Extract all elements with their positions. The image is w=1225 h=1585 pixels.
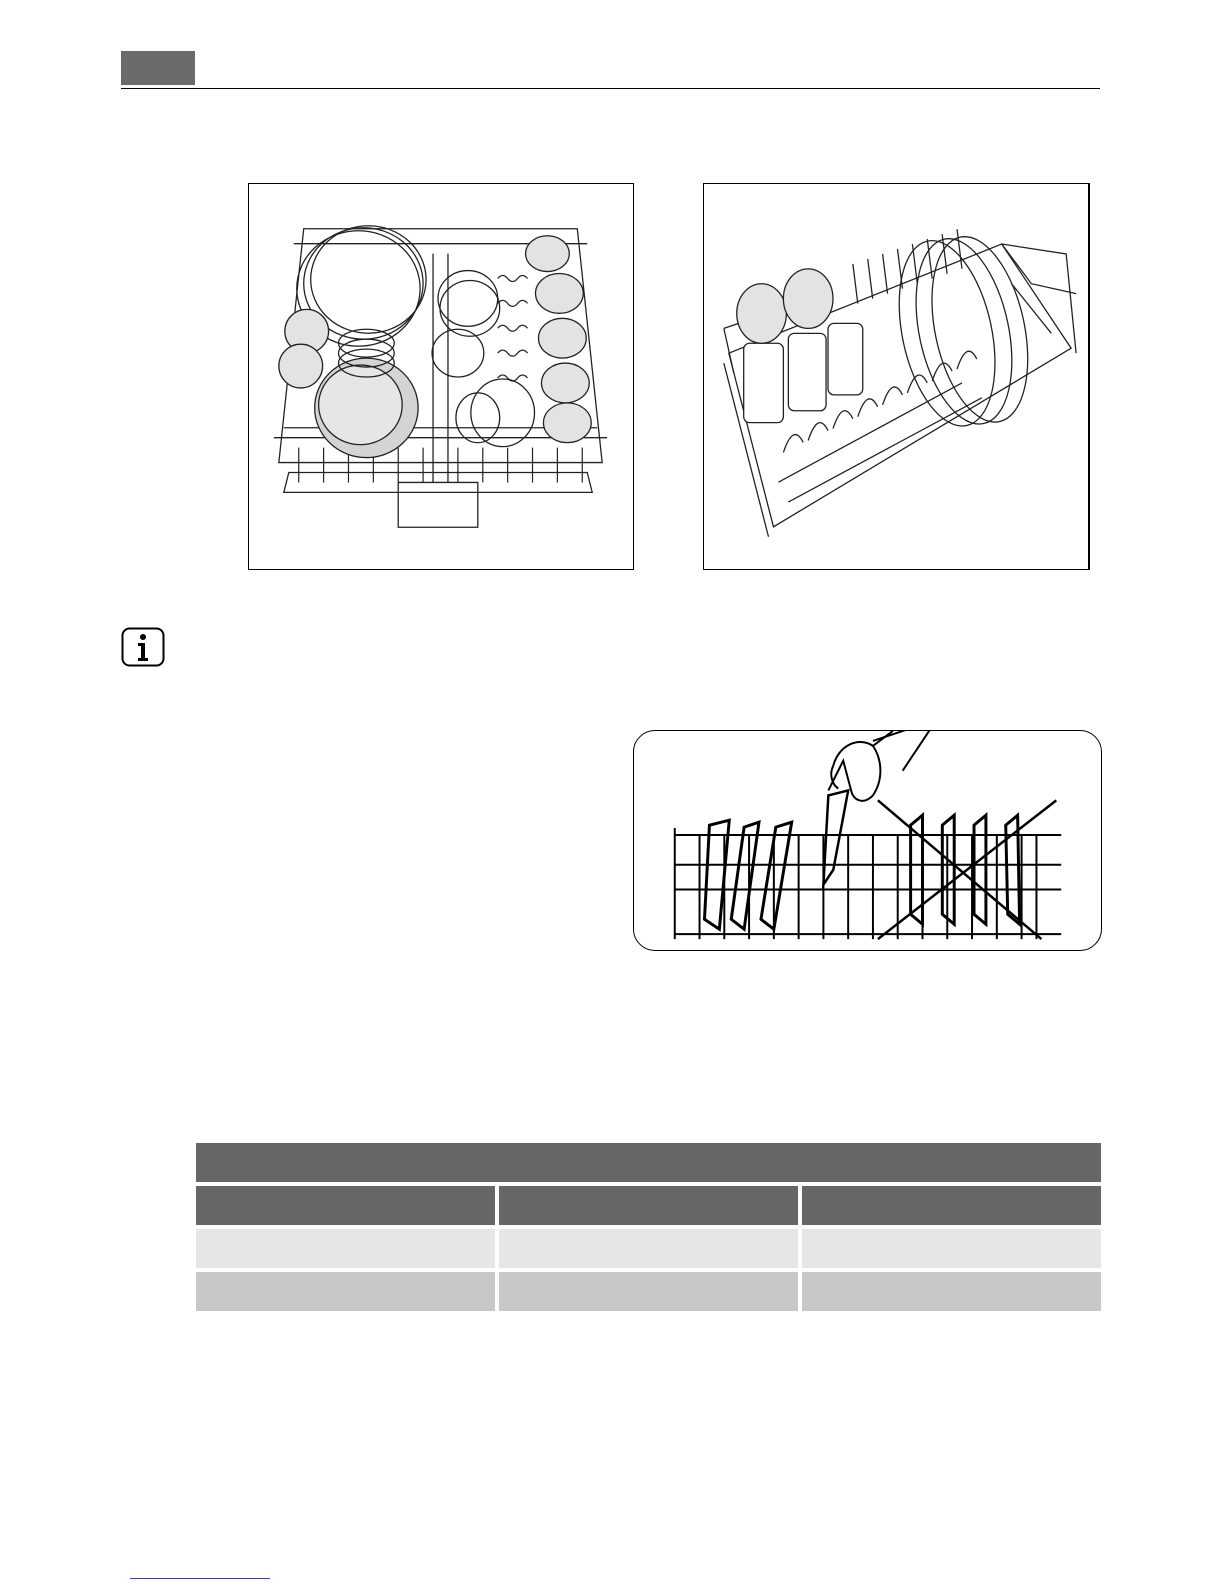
table-cell: [196, 1229, 495, 1268]
table-header-row: [196, 1186, 1101, 1225]
table-cell: [802, 1229, 1101, 1268]
table-header-cell: [196, 1186, 495, 1225]
table-header-cell: [802, 1186, 1101, 1225]
dish-basket-loaded-illustration: [248, 183, 634, 570]
table-title-row: [196, 1143, 1101, 1182]
table-header-cell: [499, 1186, 798, 1225]
table-cell: [499, 1272, 798, 1311]
footer-link[interactable]: [130, 1578, 270, 1579]
table-cell: [499, 1229, 798, 1268]
dish-rack-side-illustration: [703, 183, 1090, 570]
table-row: [196, 1272, 1101, 1311]
page-tab: [121, 51, 195, 85]
table-cell: [196, 1272, 495, 1311]
info-icon: [121, 627, 165, 667]
table-row: [196, 1229, 1101, 1268]
data-table: [196, 1143, 1101, 1315]
header-rule: [121, 88, 1100, 89]
knife-placement-illustration: [633, 730, 1102, 951]
table-cell: [802, 1272, 1101, 1311]
